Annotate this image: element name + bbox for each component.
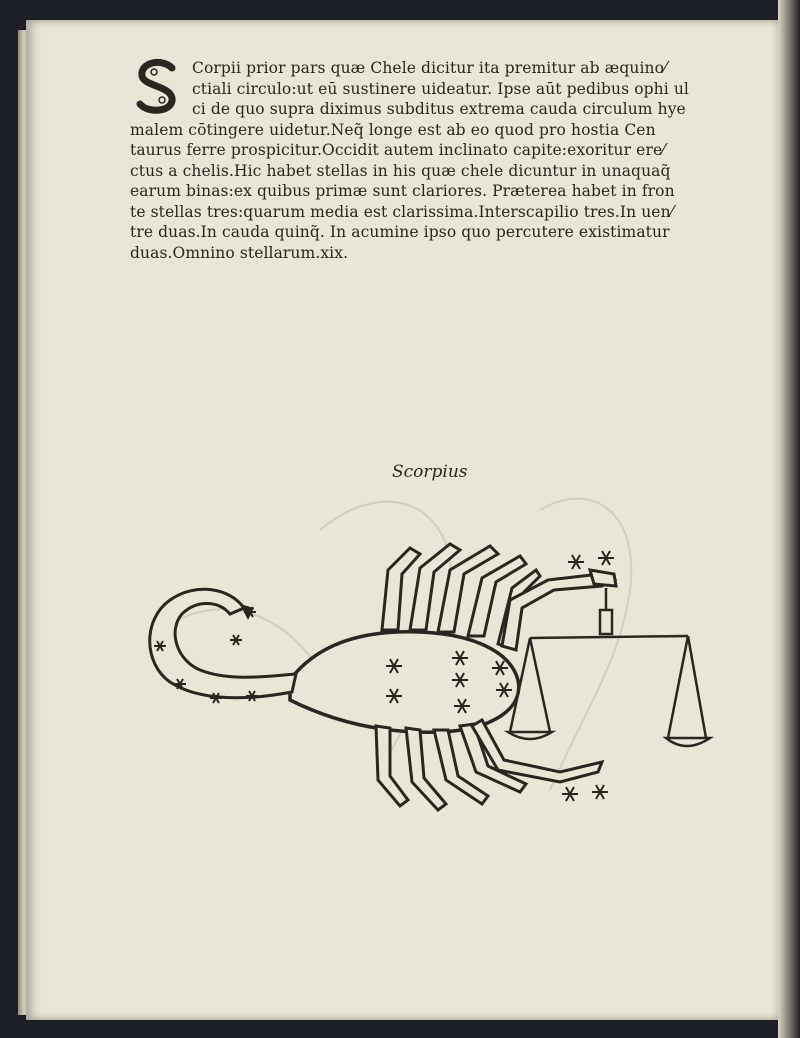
text-line: tre duas.In cauda quinq̃. In acumine ipso quo percutere existimatur [130, 223, 670, 241]
text-line: ci de quo supra diximus subditus extrema cauda circulum hye [192, 100, 686, 118]
star-icon [568, 555, 584, 569]
facing-page-edge [778, 0, 800, 1038]
star-icon [562, 787, 578, 801]
star-icon [598, 551, 614, 565]
text-line: malem cōtingere uidetur.Neq̃ longe est ab eo quod pro hostia Cen [130, 120, 656, 139]
text-line: te stellas tres:quarum media est clarissima.Interscapilio tres.In uen⁄ [130, 202, 674, 221]
initial-letter: S [132, 58, 133, 59]
star-icon [230, 635, 242, 645]
text-line: ctus a chelis.Hic habet stellas in his quæ chele dicuntur in unaquaq̃ [130, 161, 671, 180]
body-text [130, 58, 730, 263]
text-line: ctiali circulo:ut eū sustinere uideatur. Ipse aūt pedibus ophi ul [192, 79, 689, 98]
text-line: taurus ferre prospicitur.Occidit autem inclinato capite:exoritur ere⁄ [130, 141, 665, 159]
scorpion-tail [150, 589, 296, 697]
star-icon [592, 785, 608, 799]
scorpion-body [290, 632, 519, 732]
figure-title: Scorpius [392, 462, 468, 482]
text-line: Corpii prior pars quæ Chele dicitur ita premitur ab æquino⁄ [192, 59, 667, 77]
text-line: earum binas:ex quibus primæ sunt clariores. Præterea habet in fron [130, 182, 675, 200]
text-line: duas.Omnino stellarum.xix. [130, 243, 349, 262]
scorpion-woodcut [120, 470, 740, 830]
